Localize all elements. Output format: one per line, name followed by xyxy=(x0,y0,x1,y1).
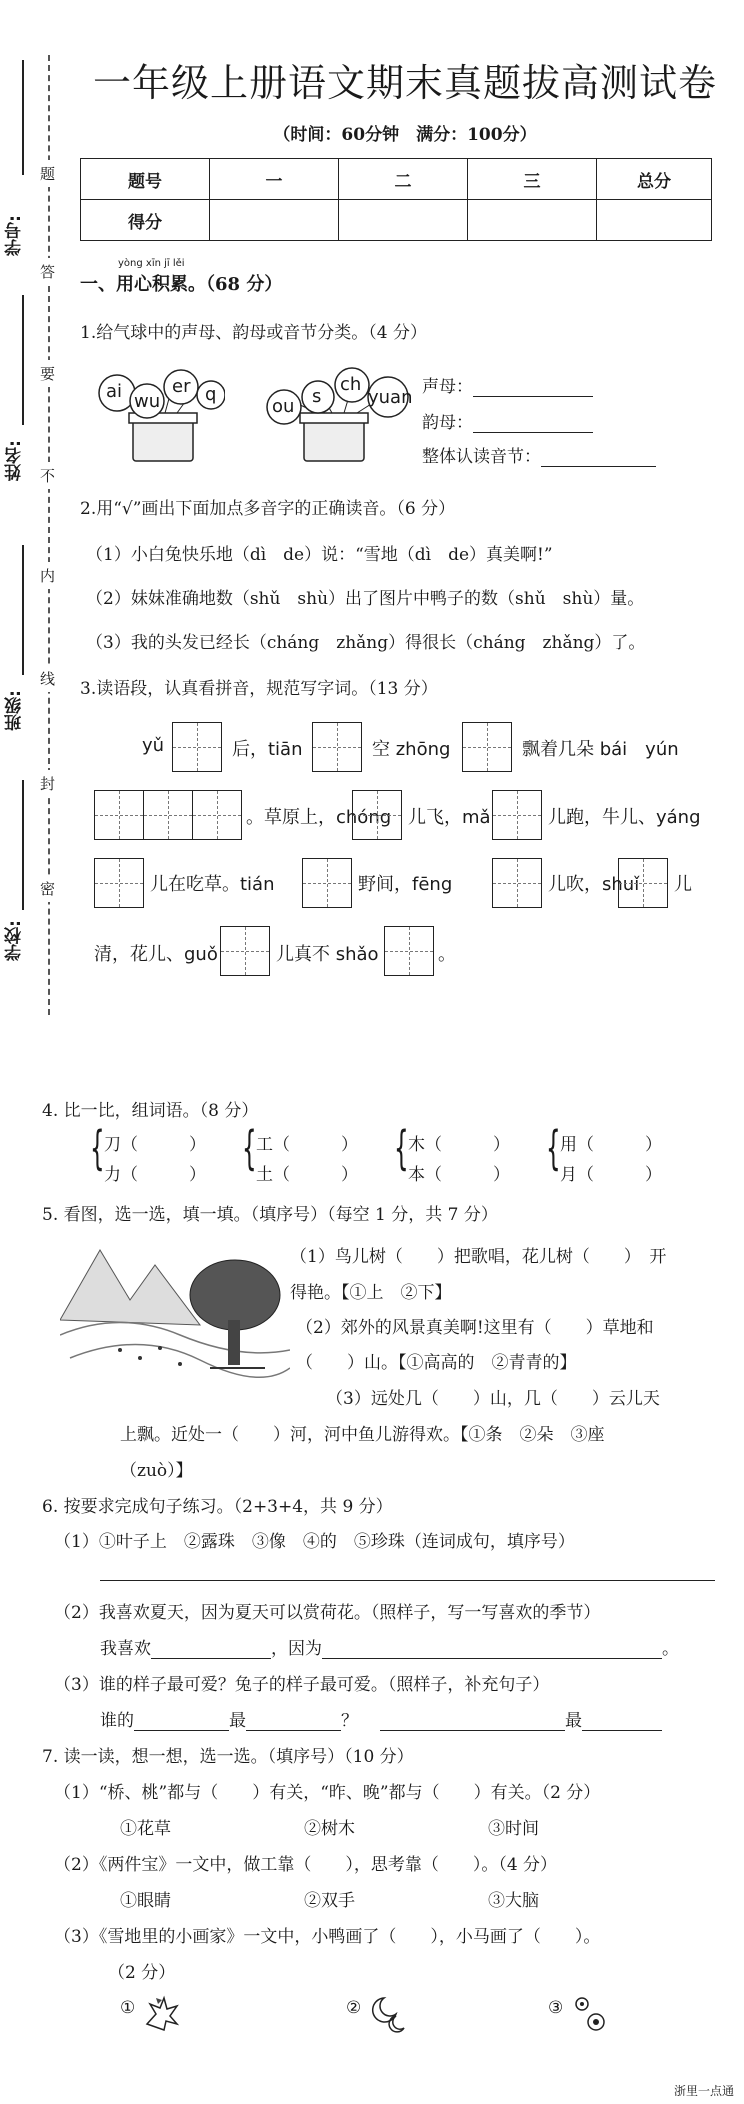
q5-text: （1）鸟儿树（ ）把歌唱，花儿树（ ） 开 xyxy=(290,1247,667,1267)
q7-sentence: （1）“桥、桃”都与（ ）有关，“昨、晚”都与（ ）有关。（2 分） xyxy=(54,1783,601,1803)
q7-option: ② xyxy=(346,1998,362,2018)
section-pinyin: yòng xīn jī lěi xyxy=(118,258,185,269)
q7-option: ③ xyxy=(548,1998,564,2018)
answer-blank[interactable] xyxy=(473,378,593,397)
q6-fill-line xyxy=(100,1706,662,1731)
pinyin-fragment: 空 zhōng xyxy=(372,739,451,760)
pinyin-fragment: 儿飞，mǎ xyxy=(408,807,491,828)
writing-box[interactable] xyxy=(94,790,144,840)
score-cell[interactable] xyxy=(339,200,468,241)
seal-char: 密 xyxy=(40,875,55,902)
q7-option: ②树木 xyxy=(304,1819,355,1839)
brace: { xyxy=(394,1121,409,1175)
writing-box[interactable] xyxy=(172,722,222,772)
compare-word: 刀（ ） xyxy=(104,1135,206,1155)
q5-text: （2）郊外的风景真美啊!这里有（ ）草地和 xyxy=(296,1318,654,1338)
q2-sentence: （3）我的头发已经长（cháng zhǎng）得很长（cháng zhǎng）了。 xyxy=(86,633,646,653)
answer-line[interactable] xyxy=(100,1580,715,1581)
q2-sentence: （1）小白兔快乐地（dì de）说：“雪地（dì de）真美啊!” xyxy=(86,545,553,565)
score-row-label: 得分 xyxy=(81,200,210,241)
consonant-text: 声母： xyxy=(422,377,473,397)
side-line xyxy=(22,545,24,675)
seal-char: 封 xyxy=(40,770,55,797)
score-header-cell: 三 xyxy=(468,159,597,200)
balloon-label: er xyxy=(172,376,191,397)
pinyin-fragment: 儿跑，牛儿、yáng xyxy=(548,807,701,828)
answer-blank[interactable] xyxy=(541,448,656,467)
pinyin-fragment: 野间，fēng xyxy=(358,874,453,895)
school-label: 学校: xyxy=(5,920,25,961)
student-id-label: 学号: xyxy=(5,215,25,256)
compare-word: 用（ ） xyxy=(560,1135,662,1155)
writing-box[interactable] xyxy=(352,790,402,840)
answer-blank[interactable] xyxy=(322,1640,662,1659)
answer-blank[interactable] xyxy=(246,1712,341,1731)
writing-box[interactable] xyxy=(462,722,512,772)
q6-fill-line xyxy=(100,1634,679,1659)
answer-blank[interactable] xyxy=(380,1712,565,1731)
score-cell[interactable] xyxy=(597,200,712,241)
q7-sentence: （2）《两件宝》一文中，做工靠（ ），思考靠（ ）。（4 分） xyxy=(54,1855,558,1875)
writing-box[interactable] xyxy=(492,790,542,840)
pinyin-fragment: 儿吹，shuǐ xyxy=(548,874,640,895)
q5-text: （3）远处几（ ）山，几（ ）云儿天 xyxy=(326,1389,660,1409)
balloon-label: ai xyxy=(106,381,123,402)
exam-info: （时间：60分钟 满分：100分） xyxy=(273,125,537,145)
compare-word: 月（ ） xyxy=(560,1165,662,1185)
seal-char: 不 xyxy=(40,462,55,489)
pinyin-fragment: 后，tiān xyxy=(232,739,303,760)
q5-text: 上飘。近处一（ ）河，河中鱼儿游得欢。【①条 ②朵 ③座 xyxy=(120,1425,605,1445)
writing-box[interactable] xyxy=(302,858,352,908)
q6-sentence: （2）我喜欢夏天，因为夏天可以赏荷花。（照样子，写一写喜欢的季节） xyxy=(54,1603,601,1623)
writing-box[interactable] xyxy=(618,858,668,908)
question-3: 3.读语段，认真看拼音，规范写字词。（13 分） xyxy=(80,679,438,699)
score-table xyxy=(80,158,712,241)
compare-word: 土（ ） xyxy=(256,1165,358,1185)
pinyin-fragment: 儿在吃草。tián xyxy=(150,874,275,895)
score-header-cell: 题号 xyxy=(81,159,210,200)
q7-sentence: （3）《雪地里的小画家》一文中，小鸭画了（ ），小马画了（ ）。 xyxy=(54,1927,601,1947)
seal-dashed-line xyxy=(48,55,50,1015)
balloon-label: wu xyxy=(134,391,161,412)
fill-text: 。 xyxy=(662,1639,679,1659)
compare-word: 工（ ） xyxy=(256,1135,358,1155)
q5-text: （ ）山。【①高高的 ②青青的】 xyxy=(296,1353,577,1373)
balloon-label: ch xyxy=(340,374,362,395)
side-line xyxy=(22,780,24,910)
fill-text: 最 xyxy=(565,1711,582,1731)
fill-text: 最 xyxy=(229,1711,246,1731)
q7-option: ③大脑 xyxy=(488,1891,539,1911)
side-line xyxy=(22,60,24,175)
q7-option: ①眼睛 xyxy=(120,1891,171,1911)
page-title: 一年级上册语文期末真题拔高测试卷 xyxy=(92,61,717,105)
seal-char: 线 xyxy=(40,665,55,692)
seal-char: 内 xyxy=(40,562,55,589)
q2-sentence: （2）妹妹准确地数（shǔ shù）出了图片中鸭子的数（shǔ shù）量。 xyxy=(86,589,645,609)
seal-char: 题 xyxy=(40,160,55,187)
seal-char: 要 xyxy=(40,360,55,387)
fill-text: ，因为 xyxy=(271,1639,322,1659)
section-title: 一、用心积累。（68 分） xyxy=(80,274,283,295)
balloon-label: ou xyxy=(272,396,295,417)
vowel-text: 韵母： xyxy=(422,413,473,433)
writing-box[interactable] xyxy=(384,926,434,976)
brace: { xyxy=(546,1121,561,1175)
name-label: 姓名: xyxy=(5,440,25,481)
pinyin-fragment: 。 xyxy=(438,944,456,965)
fill-text: ？ xyxy=(341,1711,358,1731)
writing-box[interactable] xyxy=(492,858,542,908)
pinyin-fragment: 飘着几朵 bái yún xyxy=(522,739,679,760)
score-cell[interactable] xyxy=(468,200,597,241)
question-1: 1.给气球中的声母、韵母或音节分类。（4 分） xyxy=(80,323,427,343)
question-2: 2.用“√”画出下面加点多音字的正确读音。（6 分） xyxy=(80,499,456,519)
side-line xyxy=(22,295,24,425)
compare-word: 本（ ） xyxy=(408,1165,510,1185)
question-7: 7. 读一读，想一想，选一选。（填序号）（10 分） xyxy=(42,1747,414,1767)
whole-syllable-text: 整体认读音节： xyxy=(422,447,541,467)
q5-text: 得艳。【①上 ②下】 xyxy=(290,1283,452,1303)
landscape-tree-icon xyxy=(60,1240,290,1382)
pinyin-fragment: 。草原上，chóng xyxy=(246,807,392,828)
balloon-label: yuan xyxy=(368,387,413,408)
pinyin-fragment: 清，花儿、guǒ xyxy=(94,944,218,965)
flower-print-icon xyxy=(570,1994,610,2034)
whole-syllable-label xyxy=(422,442,656,467)
score-header-cell: 二 xyxy=(339,159,468,200)
compare-word: 木（ ） xyxy=(408,1135,510,1155)
writing-box[interactable] xyxy=(143,790,193,840)
vowel-label xyxy=(422,408,593,433)
brace: { xyxy=(242,1121,257,1175)
answer-blank[interactable] xyxy=(151,1640,271,1659)
q7-option: ③时间 xyxy=(488,1819,539,1839)
q6-sentence: （3）谁的样子最可爱？兔子的样子最可爱。（照样子，补充句子） xyxy=(54,1675,550,1695)
q5-text: （zuò）】 xyxy=(120,1461,193,1481)
score-header-cell: 一 xyxy=(210,159,339,200)
question-5: 5. 看图，选一选，填一填。（填序号）（每空 1 分，共 7 分） xyxy=(42,1205,498,1225)
score-header-cell: 总分 xyxy=(597,159,712,200)
q7-option: ① xyxy=(120,1998,136,2018)
question-6: 6. 按要求完成句子练习。（2+3+4，共 9 分） xyxy=(42,1497,393,1517)
writing-box[interactable] xyxy=(192,790,242,840)
q7-sentence: （2 分） xyxy=(108,1963,176,1983)
class-label: 班级: xyxy=(5,690,25,731)
writing-box[interactable] xyxy=(94,858,144,908)
answer-blank[interactable] xyxy=(473,414,593,433)
brace: { xyxy=(90,1121,105,1175)
q7-option: ①花草 xyxy=(120,1819,171,1839)
fill-text: 谁的 xyxy=(100,1711,134,1731)
balloon-label: q xyxy=(205,384,217,405)
q7-option: ②双手 xyxy=(304,1891,355,1911)
seal-char: 答 xyxy=(40,258,55,285)
maple-leaf-icon xyxy=(142,1994,182,2034)
writing-box[interactable] xyxy=(220,926,270,976)
score-cell[interactable] xyxy=(210,200,339,241)
writing-box[interactable] xyxy=(312,722,362,772)
footer-watermark: 浙里一点通 xyxy=(673,2084,734,2098)
question-4: 4. 比一比，组词语。（8 分） xyxy=(42,1101,259,1121)
q6-sentence: （1）①叶子上 ②露珠 ③像 ④的 ⑤珍珠（连词成句，填序号） xyxy=(54,1532,575,1552)
answer-blank[interactable] xyxy=(582,1712,662,1731)
pinyin-fragment: yǔ xyxy=(142,735,165,756)
pinyin-fragment: 儿 xyxy=(674,874,692,895)
answer-blank[interactable] xyxy=(134,1712,229,1731)
crescent-moon-icon xyxy=(370,1994,410,2034)
consonant-label xyxy=(422,372,593,397)
balloon-label: s xyxy=(312,386,322,407)
fill-text: 我喜欢 xyxy=(100,1639,151,1659)
pinyin-fragment: 儿真不 shǎo xyxy=(276,944,379,965)
compare-word: 力（ ） xyxy=(104,1165,206,1185)
